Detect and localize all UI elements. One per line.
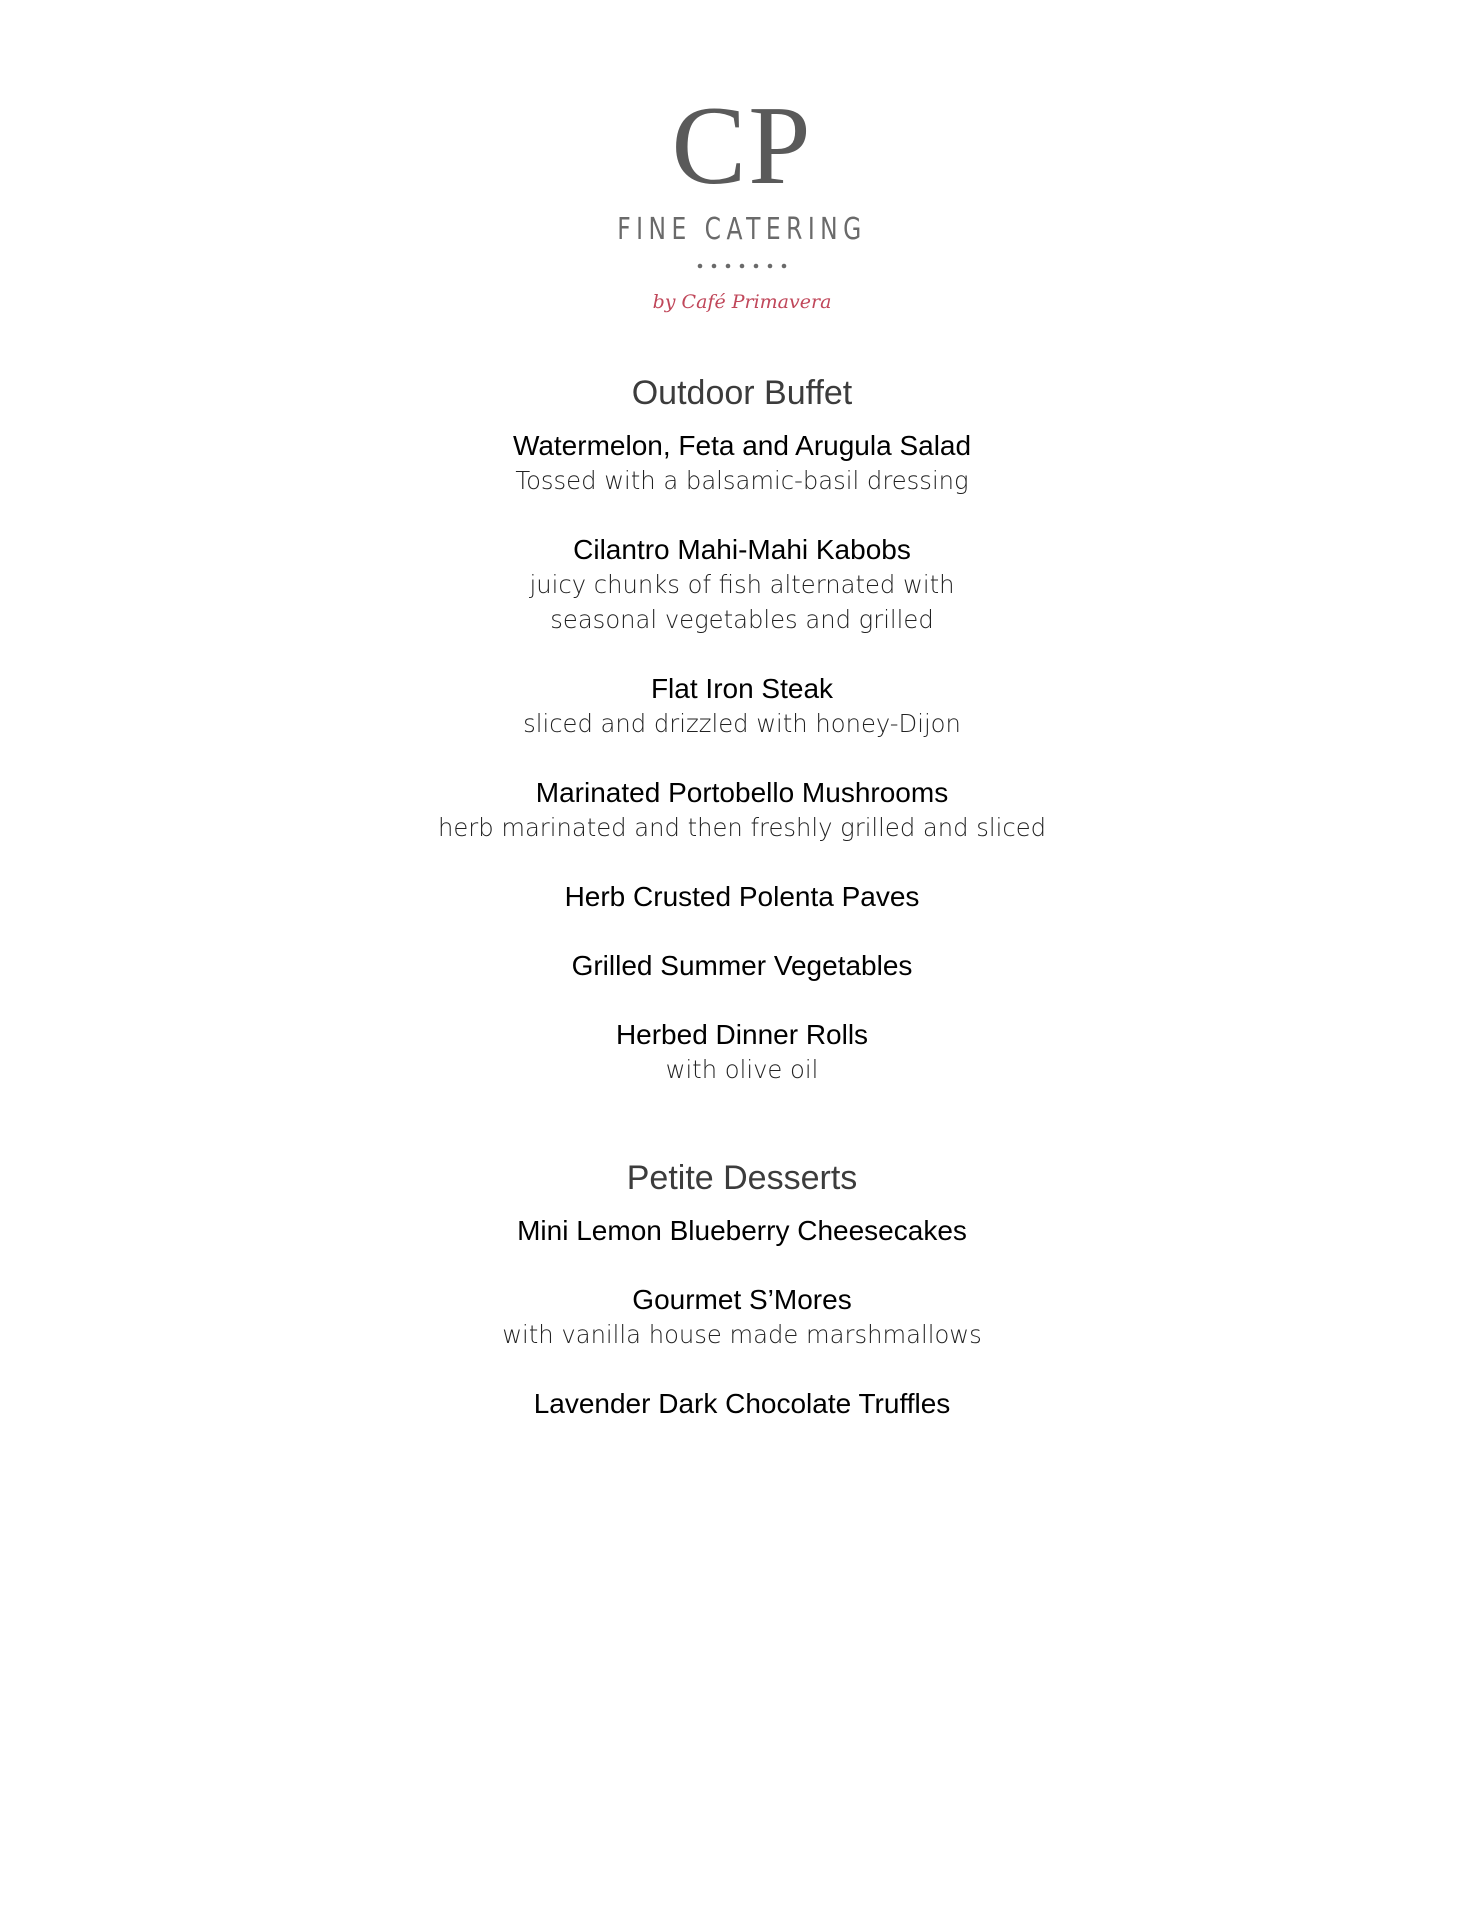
logo-monogram: CP xyxy=(671,84,813,208)
svg-text:by Café Primavera: by Café Primavera xyxy=(652,291,832,313)
section-title: Outdoor Buffet xyxy=(631,374,853,412)
menu-item xyxy=(0,1017,1484,1087)
menu-item-name: Herbed Dinner Rolls xyxy=(615,1019,869,1050)
menu-item-name: Watermelon, Feta and Arugula Salad xyxy=(512,430,972,461)
section-title: Petite Desserts xyxy=(626,1159,858,1197)
menu-item-description: seasonal vegetables and grilled xyxy=(550,605,934,634)
menu-item-description: with olive oil xyxy=(665,1055,819,1084)
menu-item-name: Marinated Portobello Mushrooms xyxy=(535,777,949,808)
menu-item xyxy=(0,532,1484,637)
menu-item-name: Gourmet S’Mores xyxy=(632,1284,852,1315)
menu-item xyxy=(0,948,1484,983)
menu-item xyxy=(0,671,1484,741)
section-spacer xyxy=(0,1121,1484,1157)
logo-company-name: FINE CATERING xyxy=(617,212,867,247)
menu-item-name: Lavender Dark Chocolate Truffles xyxy=(533,1388,951,1419)
menu-item-description: juicy chunks of fish alternated with xyxy=(529,570,955,599)
logo-script-byline xyxy=(0,281,1484,326)
menu-item xyxy=(0,775,1484,845)
menu-item-description: sliced and drizzled with honey-Dijon xyxy=(523,709,961,738)
menu-item-name: Grilled Summer Vegetables xyxy=(571,950,913,981)
menu-item-description: Tossed with a balsamic-basil dressing xyxy=(515,466,969,495)
menu-content xyxy=(0,372,1484,1455)
menu-item-description: herb marinated and then freshly grilled and sliced xyxy=(437,813,1047,842)
menu-item-name: Cilantro Mahi-Mahi Kabobs xyxy=(573,534,911,565)
menu-item xyxy=(0,1213,1484,1248)
logo-dots-divider xyxy=(0,257,1484,275)
menu-item-name: Herb Crusted Polenta Paves xyxy=(564,881,920,912)
menu-item-description: with vanilla house made marshmallows xyxy=(502,1320,982,1349)
menu-item xyxy=(0,879,1484,914)
menu-item xyxy=(0,1282,1484,1352)
menu-item-name: Flat Iron Steak xyxy=(650,673,834,704)
menu-item xyxy=(0,1386,1484,1421)
menu-item xyxy=(0,428,1484,498)
company-logo xyxy=(0,84,1484,326)
menu-item-name: Mini Lemon Blueberry Cheesecakes xyxy=(517,1215,967,1246)
